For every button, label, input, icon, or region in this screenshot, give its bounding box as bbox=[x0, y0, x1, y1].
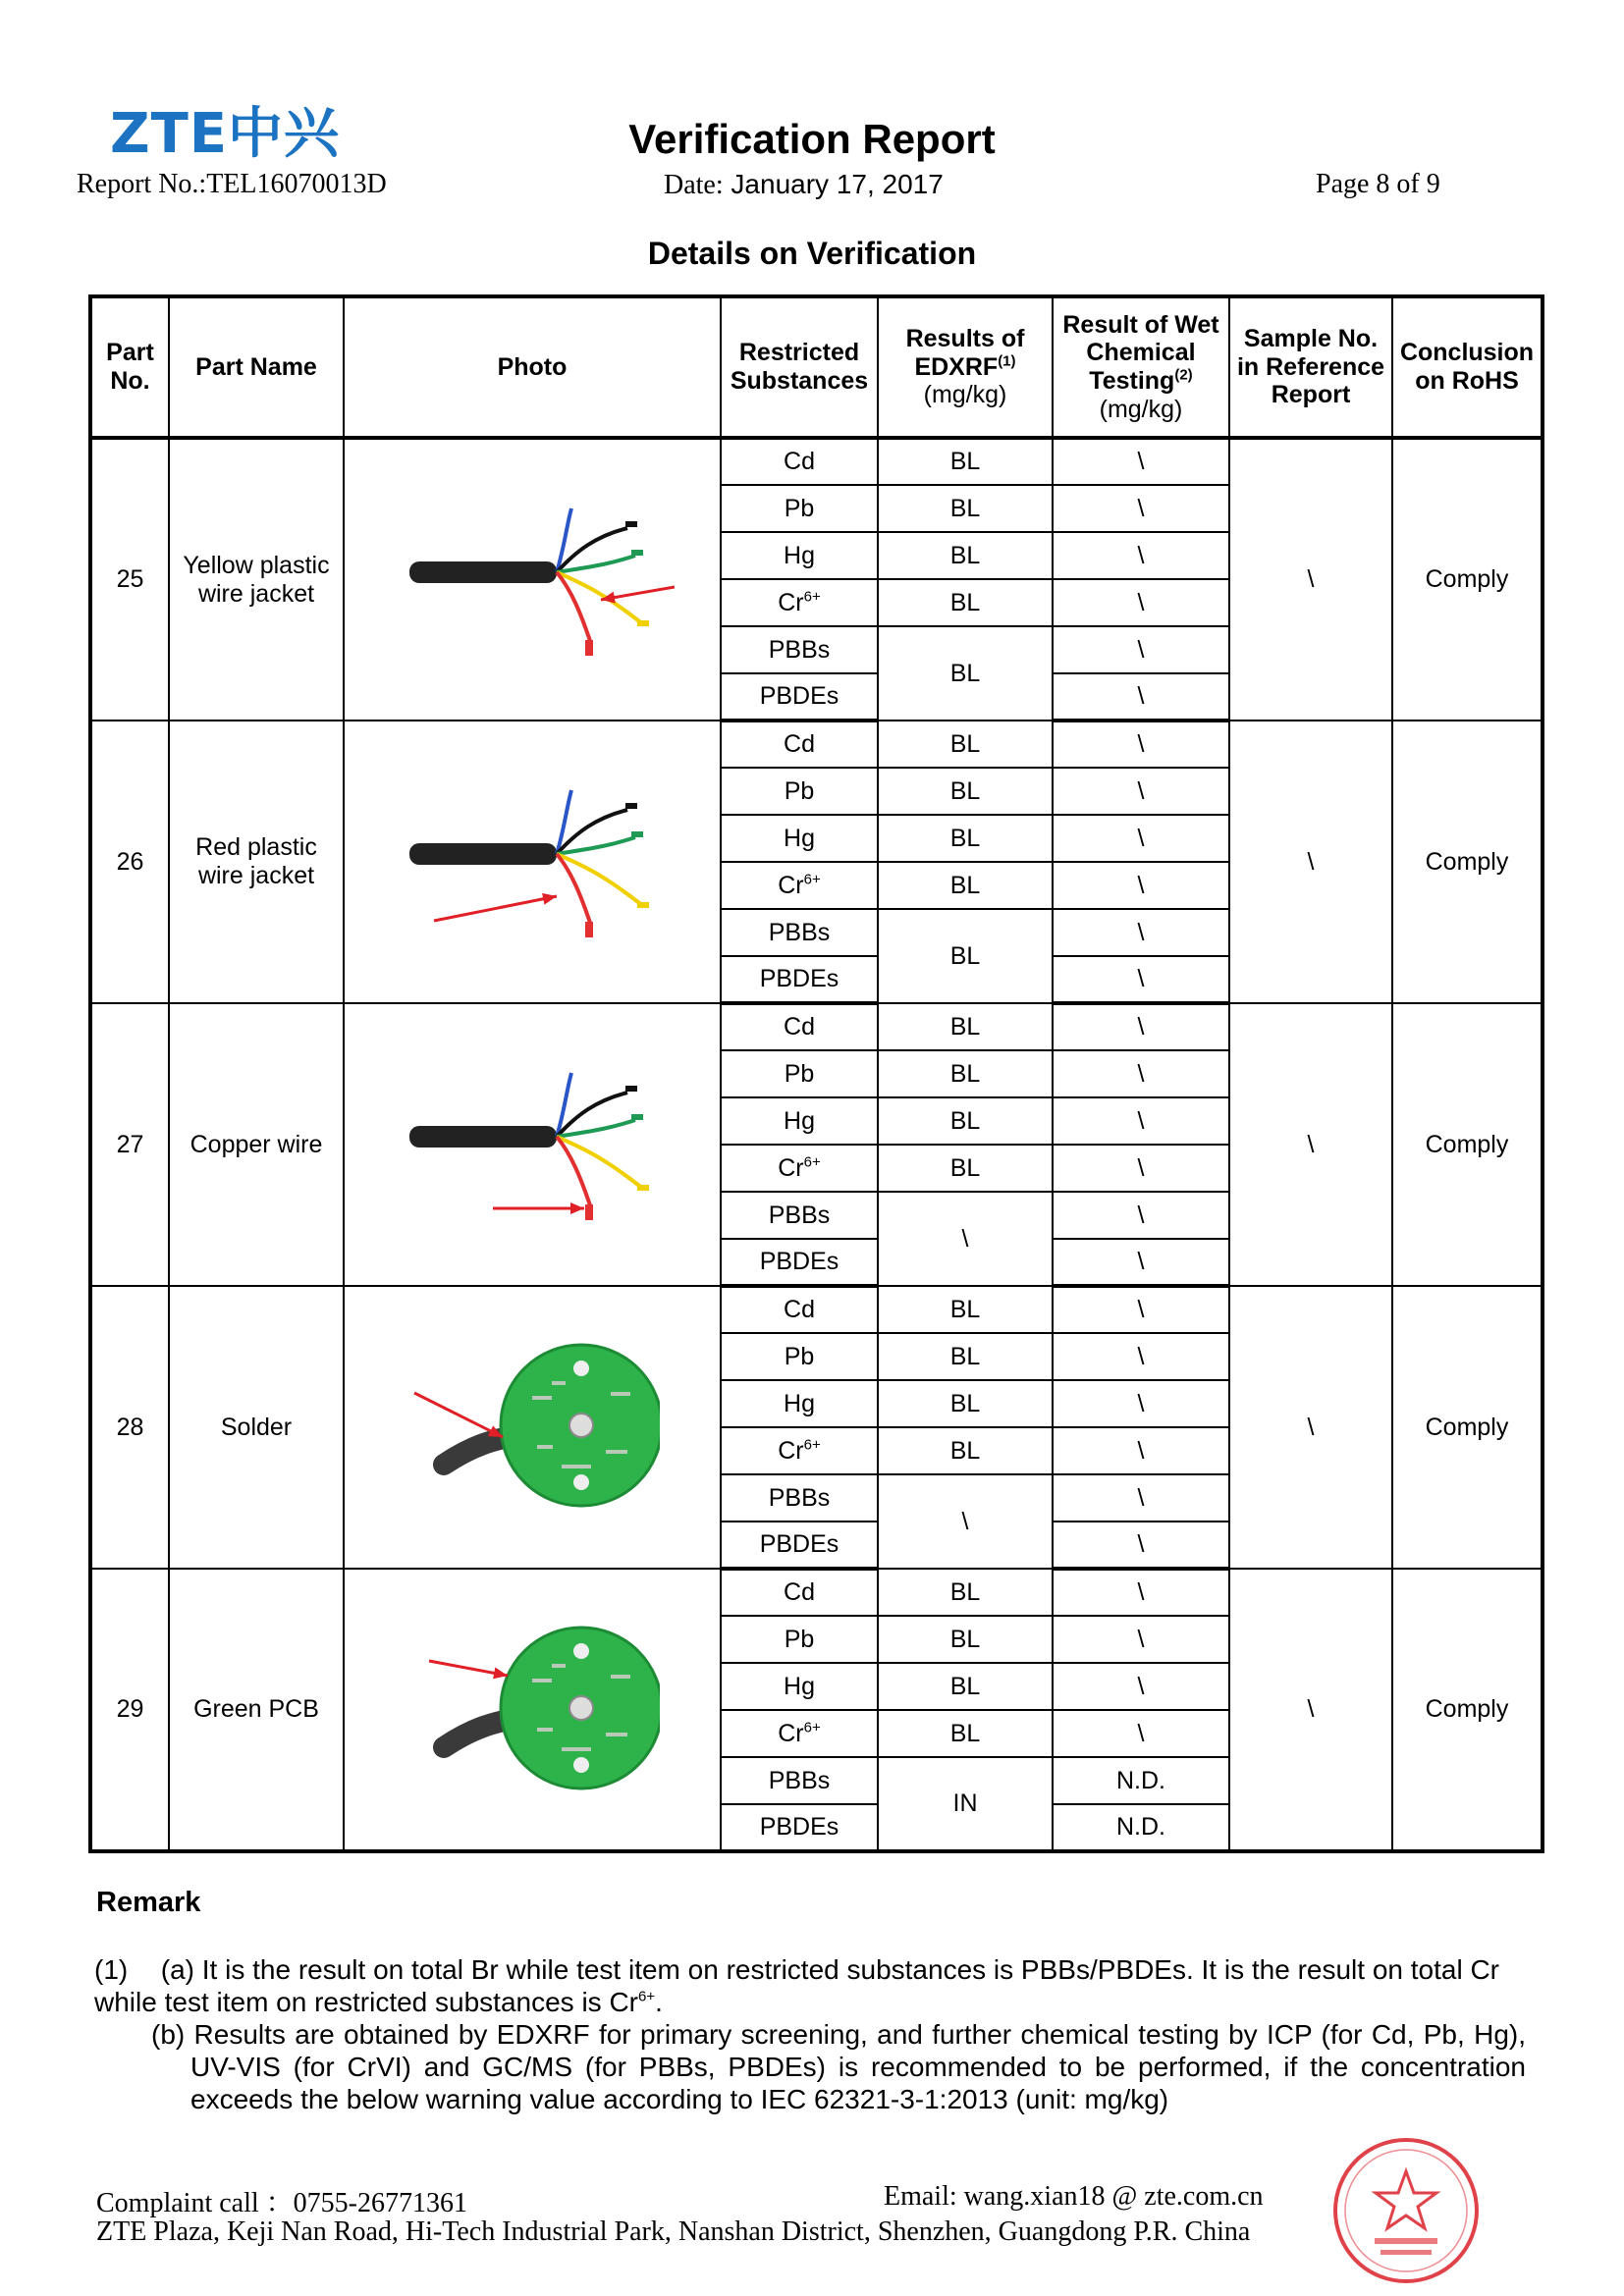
red-arrow-icon bbox=[493, 1202, 584, 1214]
wet-result-cell: N.D. bbox=[1053, 1804, 1229, 1851]
substance-name: Cr bbox=[778, 871, 804, 899]
edxrf-result-cell: BL bbox=[878, 768, 1053, 815]
pcb-photo-icon bbox=[405, 1339, 660, 1516]
substance-cell: Hg bbox=[721, 1663, 878, 1710]
pcb-photo-icon bbox=[405, 1622, 660, 1798]
substance-cell: Pb bbox=[721, 1333, 878, 1380]
edxrf-result-cell: \ bbox=[878, 1474, 1053, 1569]
part-number-cell: 25 bbox=[90, 438, 169, 721]
section-title: Details on Verification bbox=[647, 236, 977, 271]
header-part-name: Part Name bbox=[169, 296, 344, 438]
wet-result-cell: \ bbox=[1053, 721, 1229, 768]
page-number: Page 8 of 9 bbox=[1316, 169, 1440, 199]
remark-note-1a-sup: 6+ bbox=[637, 1988, 656, 2005]
wet-result-cell: \ bbox=[1053, 1569, 1229, 1616]
part-name-cell: Red plastic wire jacket bbox=[169, 721, 344, 1003]
substance-cell: Pb bbox=[721, 768, 878, 815]
substance-cell: Pb bbox=[721, 1616, 878, 1663]
sample-number-cell: \ bbox=[1229, 1286, 1392, 1569]
sample-number-cell: \ bbox=[1229, 1569, 1392, 1851]
edxrf-result-cell: BL bbox=[878, 626, 1053, 721]
footer-email: Email: wang.xian18 @ zte.com.cn bbox=[884, 2181, 1264, 2212]
red-arrow-icon bbox=[601, 587, 675, 604]
edxrf-result-cell: BL bbox=[878, 721, 1053, 768]
conclusion-cell: Comply bbox=[1392, 1569, 1543, 1851]
edxrf-result-cell: BL bbox=[878, 1097, 1053, 1145]
part-number-cell: 29 bbox=[90, 1569, 169, 1851]
substance-cell bbox=[721, 579, 878, 626]
edxrf-result-cell: BL bbox=[878, 1569, 1053, 1616]
remark-note-1a-text bbox=[94, 1954, 1499, 2017]
substance-cell bbox=[721, 1145, 878, 1192]
wet-result-cell: \ bbox=[1053, 1333, 1229, 1380]
table-header-row bbox=[90, 296, 1543, 438]
wire-photo-icon bbox=[390, 778, 675, 945]
part-photo-cell bbox=[344, 1286, 721, 1569]
wet-result-cell: \ bbox=[1053, 532, 1229, 579]
wet-result-cell: \ bbox=[1053, 862, 1229, 909]
conclusion-cell: Comply bbox=[1392, 1003, 1543, 1286]
part-number-cell: 28 bbox=[90, 1286, 169, 1569]
table-row bbox=[90, 1569, 1543, 1616]
part-name-cell: Solder bbox=[169, 1286, 344, 1569]
wet-result-cell: \ bbox=[1053, 1616, 1229, 1663]
header-edxrf-unit: (mg/kg) bbox=[923, 381, 1007, 409]
substance-cell: Pb bbox=[721, 1050, 878, 1097]
edxrf-result-cell: BL bbox=[878, 485, 1053, 532]
cr-superscript: 6+ bbox=[803, 1719, 821, 1736]
edxrf-result-cell: BL bbox=[878, 1616, 1053, 1663]
substance-cell: PBBs bbox=[721, 1474, 878, 1522]
conclusion-cell: Comply bbox=[1392, 721, 1543, 1003]
substance-name: Cr bbox=[778, 1719, 804, 1747]
part-name-cell: Copper wire bbox=[169, 1003, 344, 1286]
zte-logo: ZTE中兴 bbox=[110, 102, 341, 166]
substance-cell: PBDEs bbox=[721, 673, 878, 721]
wet-result-cell: \ bbox=[1053, 579, 1229, 626]
substance-cell: Hg bbox=[721, 1380, 878, 1427]
edxrf-result-cell: BL bbox=[878, 579, 1053, 626]
edxrf-result-cell: IN bbox=[878, 1757, 1053, 1851]
part-photo-cell bbox=[344, 1569, 721, 1851]
edxrf-result-cell: BL bbox=[878, 1145, 1053, 1192]
substance-cell: Cd bbox=[721, 438, 878, 485]
table-row bbox=[90, 438, 1543, 485]
cr-superscript: 6+ bbox=[803, 1436, 821, 1454]
red-arrow-icon bbox=[414, 1393, 503, 1437]
wet-result-cell: \ bbox=[1053, 1380, 1229, 1427]
footer-complaint-call: Complaint call ：0755-26771361 bbox=[96, 2188, 467, 2218]
table-row bbox=[90, 721, 1543, 768]
wet-result-cell: \ bbox=[1053, 1663, 1229, 1710]
sample-number-cell: \ bbox=[1229, 721, 1392, 1003]
wet-result-cell: \ bbox=[1053, 1003, 1229, 1050]
report-title: Verification Report bbox=[628, 116, 996, 162]
header-photo: Photo bbox=[344, 296, 721, 438]
wet-result-cell: \ bbox=[1053, 1097, 1229, 1145]
substance-name: Cr bbox=[778, 1436, 804, 1465]
wet-result-cell: \ bbox=[1053, 673, 1229, 721]
date-label: Date: bbox=[664, 170, 724, 200]
substance-cell: PBDEs bbox=[721, 1522, 878, 1569]
edxrf-result-cell: BL bbox=[878, 1286, 1053, 1333]
part-photo-cell bbox=[344, 721, 721, 1003]
header-wet bbox=[1053, 296, 1229, 438]
substance-cell: Pb bbox=[721, 485, 878, 532]
substance-cell bbox=[721, 1710, 878, 1757]
remark-note-number: (1) bbox=[94, 1954, 129, 1985]
wet-result-cell: \ bbox=[1053, 1192, 1229, 1239]
header-wet-unit: (mg/kg) bbox=[1099, 395, 1183, 423]
part-photo-cell bbox=[344, 1003, 721, 1286]
wet-result-cell: \ bbox=[1053, 1145, 1229, 1192]
wet-result-cell: \ bbox=[1053, 1474, 1229, 1522]
wet-result-cell: \ bbox=[1053, 438, 1229, 485]
substance-cell: Cd bbox=[721, 721, 878, 768]
wet-result-cell: \ bbox=[1053, 626, 1229, 673]
wet-result-cell: \ bbox=[1053, 1522, 1229, 1569]
header-wet-label-b: Testing bbox=[1089, 367, 1175, 395]
edxrf-result-cell: BL bbox=[878, 532, 1053, 579]
substance-cell: Cd bbox=[721, 1569, 878, 1616]
substance-name: Cr bbox=[778, 1153, 804, 1182]
wet-result-cell: \ bbox=[1053, 956, 1229, 1003]
report-date bbox=[664, 169, 944, 201]
header-part-no: Part No. bbox=[90, 296, 169, 438]
header-restricted: Restricted Substances bbox=[721, 296, 878, 438]
edxrf-result-cell: BL bbox=[878, 909, 1053, 1003]
wet-result-cell: \ bbox=[1053, 485, 1229, 532]
substance-cell: Cd bbox=[721, 1286, 878, 1333]
cr-superscript: 6+ bbox=[803, 588, 821, 606]
header-sample: Sample No. in Reference Report bbox=[1229, 296, 1392, 438]
remark-note-1a bbox=[94, 1953, 1528, 2018]
substance-cell: Cd bbox=[721, 1003, 878, 1050]
substance-cell: PBBs bbox=[721, 1757, 878, 1804]
substance-cell: PBBs bbox=[721, 626, 878, 673]
header-edxrf-sup: (1) bbox=[998, 352, 1016, 370]
wet-result-cell: \ bbox=[1053, 1239, 1229, 1286]
verification-table bbox=[88, 294, 1544, 1853]
wet-result-cell: \ bbox=[1053, 1050, 1229, 1097]
wet-result-cell: \ bbox=[1053, 815, 1229, 862]
part-name-cell: Yellow plastic wire jacket bbox=[169, 438, 344, 721]
date-value: January 17, 2017 bbox=[723, 169, 944, 199]
remark-note-1a-end: . bbox=[655, 1987, 663, 2017]
header-conclusion: Conclusion on RoHS bbox=[1392, 296, 1543, 438]
company-seal-icon bbox=[1327, 2132, 1485, 2289]
substance-cell: PBDEs bbox=[721, 956, 878, 1003]
sample-number-cell: \ bbox=[1229, 1003, 1392, 1286]
edxrf-result-cell: BL bbox=[878, 1427, 1053, 1474]
conclusion-cell: Comply bbox=[1392, 438, 1543, 721]
remark-note-1a-body: (a) It is the result on total Br while test item on restricted substances is PBBs/PBDEs. It is the result on total Cr while test item on restricted substances is Cr bbox=[94, 1954, 1499, 2017]
conclusion-cell: Comply bbox=[1392, 1286, 1543, 1569]
footer-address: ZTE Plaza, Keji Nan Road, Hi-Tech Industrial Park, Nanshan District, Shenzhen, Guangdong P.R. China bbox=[96, 2216, 1251, 2247]
edxrf-result-cell: BL bbox=[878, 1003, 1053, 1050]
remark-title: Remark bbox=[96, 1887, 201, 1918]
red-arrow-icon bbox=[434, 893, 557, 921]
edxrf-result-cell: BL bbox=[878, 1380, 1053, 1427]
substance-name: Cr bbox=[778, 588, 804, 616]
wet-result-cell: \ bbox=[1053, 768, 1229, 815]
wire-photo-icon bbox=[390, 497, 675, 664]
part-name-cell: Green PCB bbox=[169, 1569, 344, 1851]
edxrf-result-cell: BL bbox=[878, 1333, 1053, 1380]
wet-result-cell: \ bbox=[1053, 1710, 1229, 1757]
substance-cell: PBDEs bbox=[721, 1239, 878, 1286]
wet-result-cell: \ bbox=[1053, 909, 1229, 956]
wet-result-cell: \ bbox=[1053, 1286, 1229, 1333]
header-wet-label: Result of Wet Chemical bbox=[1062, 310, 1219, 367]
edxrf-result-cell: \ bbox=[878, 1192, 1053, 1286]
substance-cell bbox=[721, 1427, 878, 1474]
substance-cell: PBDEs bbox=[721, 1804, 878, 1851]
edxrf-result-cell: BL bbox=[878, 815, 1053, 862]
substance-cell: PBBs bbox=[721, 909, 878, 956]
edxrf-result-cell: BL bbox=[878, 438, 1053, 485]
substance-cell: Hg bbox=[721, 1097, 878, 1145]
header-edxrf-label: Results of EDXRF bbox=[905, 324, 1025, 381]
edxrf-result-cell: BL bbox=[878, 1050, 1053, 1097]
part-number-cell: 26 bbox=[90, 721, 169, 1003]
red-arrow-icon bbox=[429, 1661, 508, 1679]
cr-superscript: 6+ bbox=[803, 871, 821, 888]
substance-cell: Hg bbox=[721, 532, 878, 579]
part-photo-cell bbox=[344, 438, 721, 721]
sample-number-cell: \ bbox=[1229, 438, 1392, 721]
edxrf-result-cell: BL bbox=[878, 1663, 1053, 1710]
table-row bbox=[90, 1286, 1543, 1333]
cr-superscript: 6+ bbox=[803, 1153, 821, 1171]
remark-note-1b: (b) Results are obtained by EDXRF for primary screening, and further chemical testing by ICP (for Cd, Pb, Hg), UV-VIS (for CrVI) and GC/MS (for PBBs, PBDEs) is recommended to be performed, if the concentration exceeds the below warning value according to IEC 62321-3-1:2013 (unit: mg/kg) bbox=[151, 2019, 1526, 2114]
wet-result-cell: \ bbox=[1053, 1427, 1229, 1474]
wire-photo-icon bbox=[390, 1061, 675, 1228]
edxrf-result-cell: BL bbox=[878, 1710, 1053, 1757]
report-number: Report No.:TEL16070013D bbox=[77, 169, 387, 199]
part-number-cell: 27 bbox=[90, 1003, 169, 1286]
wet-result-cell: N.D. bbox=[1053, 1757, 1229, 1804]
header-edxrf bbox=[878, 296, 1053, 438]
edxrf-result-cell: BL bbox=[878, 862, 1053, 909]
substance-cell: PBBs bbox=[721, 1192, 878, 1239]
table-row bbox=[90, 1003, 1543, 1050]
substance-cell: Hg bbox=[721, 815, 878, 862]
header-wet-sup: (2) bbox=[1174, 366, 1193, 384]
substance-cell bbox=[721, 862, 878, 909]
